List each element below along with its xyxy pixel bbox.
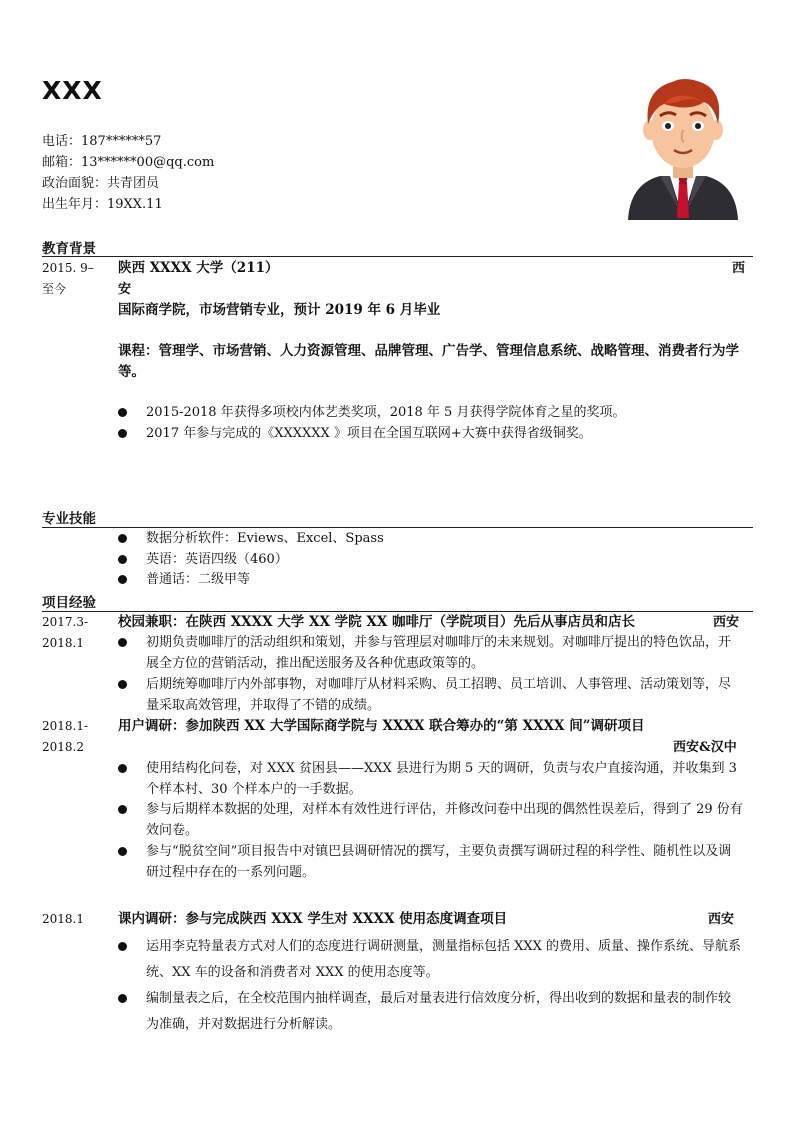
school-location-part2: 安: [118, 282, 132, 297]
project-bullet-text: 运用李克特量表方式对人们的态度进行调研测量，测量指标包括 XXX 的费用、质量、操作系统、导航系统、XX 车的设备和消费者对 XXX 的使用态度等。: [146, 939, 742, 980]
phone-line: 电话：187******57: [42, 134, 162, 149]
project-bullet-text: 使用结构化问卷，对 XXX 贫困县——XXX 县进行为期 5 天的调研，负责与农户直接沟通，并收集到 3 个样本村、30 个样本户的一手数据。: [146, 761, 737, 797]
bullet-dot: [118, 408, 127, 417]
skill-text: 普通话：二级甲等: [146, 572, 251, 587]
project-heading: 课内调研：参与完成陕西 XXX 学生对 XXXX 使用态度调查项目: [118, 911, 508, 927]
projects-section-title: 项目经验: [42, 595, 96, 611]
education-bullet-text: 2017 年参与完成的《XXXXXX 》项目在全国互联网+大赛中获得省级铜奖。: [146, 426, 592, 441]
education-divider: [42, 256, 753, 257]
education-date-end: 至今: [42, 282, 67, 296]
education-date-start: 2015. 9–: [42, 261, 94, 275]
bullet-dot: [118, 575, 127, 584]
bullet-dot: [118, 994, 127, 1003]
school-location-part1: 西: [732, 261, 746, 276]
project-bullet-text: 初期负责咖啡厅的活动组织和策划，并参与管理层对咖啡厅的未来规划。对咖啡厅提出的特色饮品，开展全方位的营销活动，推出配送服务及各种优惠政策等的。: [146, 635, 732, 671]
bullet-dot: [118, 942, 127, 951]
bullet-dot: [118, 534, 127, 543]
project-bullet-text: 编制量表之后，在全校范围内抽样调查，最后对量表进行信效度分析，得出收到的数据和量表的制作较为准确，并对数据进行分析解读。: [146, 991, 732, 1032]
candidate-name: XXX: [42, 76, 103, 105]
school-name: 陕西 XXXX 大学（211）: [118, 260, 279, 276]
bullet-dot: [118, 429, 127, 438]
project-bullet-text: 后期统筹咖啡厅内外部事物，对咖啡厅从材料采购、员工招聘、员工培训、人事管理、活动策划等，尽量采取高效管理，并取得了不错的成绩。: [146, 677, 732, 713]
project-date-end: 2018.2: [42, 740, 84, 754]
project-heading: 校园兼职：在陕西 XXXX 大学 XX 学院 XX 咖啡厅（学院项目）先后从事店员和店长: [118, 614, 635, 630]
political-status-line: 政治面貌：共青团员: [42, 176, 160, 191]
education-section-title: 教育背景: [42, 241, 96, 257]
major-line: 国际商学院，市场营销专业，预计 2019 年 6 月毕业: [118, 302, 441, 318]
courses-line: 课程：管理学、市场营销、人力资源管理、品牌管理、广告学、管理信息系统、战略管理、消费者行为学等。: [118, 343, 739, 380]
project-bullet-text: 参与“脱贫空间”项目报告中对镇巴县调研情况的撰写，主要负责撰写调研过程的科学性、随机性以及调研过程中存在的一系列问题。: [146, 844, 732, 880]
project-location: 西安: [713, 615, 740, 630]
project-date-start: 2017.3-: [42, 615, 89, 629]
bullet-dot: [118, 680, 127, 689]
project-date-start: 2018.1-: [42, 719, 89, 733]
project-date-start: 2018.1: [42, 912, 84, 926]
bullet-dot: [118, 847, 127, 856]
project-location: 西安&汉中: [673, 740, 737, 755]
birth-date-line: 出生年月：19XX.11: [42, 197, 163, 212]
bullet-dot: [118, 555, 127, 564]
skill-text: 数据分析软件：Eviews、Excel、Spass: [146, 531, 384, 546]
project-date-end: 2018.1: [42, 636, 84, 650]
avatar: [620, 72, 746, 220]
project-heading: 用户调研：参加陕西 XX 大学国际商学院与 XXXX 联合筹办的“第 XXXX 间”调研项目: [118, 718, 645, 734]
skills-section-title: 专业技能: [42, 511, 96, 527]
bullet-dot: [118, 764, 127, 773]
skill-text: 英语：英语四级（460）: [146, 552, 288, 567]
education-bullet-text: 2015-2018 年获得多项校内体艺类奖项，2018 年 5 月获得学院体育之星的奖项。: [146, 405, 626, 420]
project-bullet-text: 参与后期样本数据的处理，对样本有效性进行评估，并修改问卷中出现的偶然性误差后，得到了 29 份有效问卷。: [146, 802, 743, 838]
email-line: 邮箱：13******00@qq.com: [42, 155, 215, 170]
bullet-dot: [118, 638, 127, 647]
bullet-dot: [118, 805, 127, 814]
project-location: 西安: [708, 912, 735, 927]
